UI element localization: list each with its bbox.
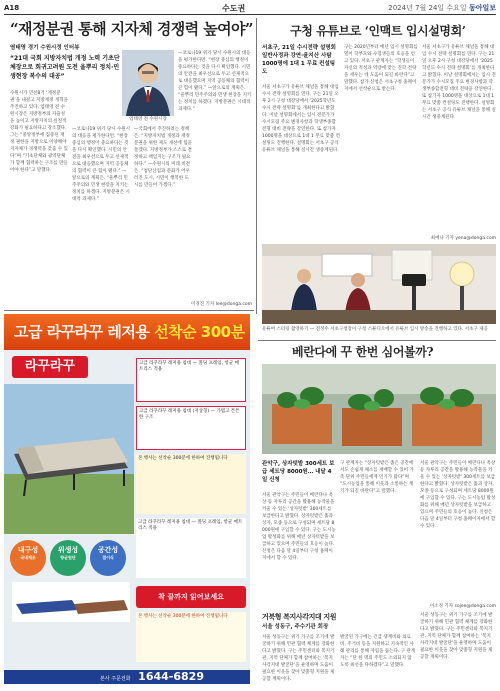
badge-space: 공간성 접이식 [90,540,126,576]
bottom-body-3: 서울 성동구는 위기 가구를 조기에 발굴하기 위해 민관 협력 체계를 강화한다고 밝혔다. 구는 주민센터와 복지기관, 지역 단체가 함께 참여하는 ‘복지 사각지대 발굴단’을 운영하며 도움이 필요한 이웃을 찾아 맞춤형 지원을 제공할 계획이다. [420,613,493,660]
garden-article-byline: 이소정 기자 sojee@donga.com [429,604,496,609]
ad-details: 고급 라꾸라꾸 레저용 침대 — 폴딩 프레임, 항균 매트리스 적용 [136,518,246,578]
ad-banner: 고급 라꾸라꾸 레저용 선착순 300분 [4,314,250,350]
left-body-4: —코로나19 위기 당시 수원시의 대응을 평가한다면. “현장 중심의 행정이 중요하다는 것을 다시 확인했다. 시민의 안전을 최우선으로 두고 선제적으로 대응했으며 지역 공동체의 협력이 큰 힘이 됐다.” —앞으로의 계획은. “울뿌리 민주주의와 민생 현장을 지키는 정치를 하겠다. 지방분권은 시대적 과제다.” [178,51,252,112]
garden-body-3: 서울 관악구는 주민들이 베란다나 옥상 등 자투리 공간을 활용해 농작물을 키울 수 있는 ‘상자텃밭’ 300세트를 보급한다고 밝혔다. 상자텃밭은 흙과 상자, 모종 등으로 구성되며 세트당 8000원에 구입할 수 있다. 구는 도시농업 활성화를 위해 매년 상자텃밭을 보급하고 있으며 주민들의 호응이 높다. 신청은 다음 달 4일부터 구청 홈페이지에서 할 수 있다. [420,461,496,529]
left-byline: 염태영 경기 수원시정 인터뷰 [10,45,80,51]
person-photo-icon [122,50,174,116]
left-article-byline: 이경진 기자 lee@donga.com [191,302,252,307]
left-body-2: —코로나19 위기 당시 수원시의 대응을 평가한다면. “현장 중심의 행정이 중요하다는 것을 다시 확인했다. 시민의 안전을 최우선으로 두고 선제적으로 대응했으며 지역 공동체의 협력이 큰 힘이 됐다.” —앞으로의 계획은. “울뿌리 민주주의와 민생 현장을 지키는 정치를 하겠다. 지방분권은 시대적 과제다.” [72,127,130,202]
bottom-body-1: 서울 성동구는 위기 가구를 조기에 발굴하기 위해 민관 협력 체계를 강화한다고 밝혔다. 구는 주민센터와 복지기관, 지역 단체가 함께 참여하는 ‘복지 사각지대 발굴단’을 운영하며 도움이 필요한 이웃을 찾아 맞춤형 지원을 제공할 계획이다. [262,635,335,682]
right-article-byline: 최예나 기자 yena@donga.com [430,236,496,241]
bed-product-icon [12,582,130,622]
garden-subhead: 관악구, 상자텃밭 300세트 보급 세트당 8000원… 내달 4일 신청 [262,461,335,483]
ad-product-box-2: 고급 라꾸라꾸 레저용 침대 (저상형) — 가볍고 튼튼한 구조 [136,406,246,450]
right-body-2: 구는 2020년부터 매년 입시 설명회를 열어 학부모와 수험생들의 호응을 얻고 있다. 서초구 관계자는 “학생들이 자신의 적성과 역량에 맞는 진학 전략을 세우는 데 도움이 되길 바란다”고 말했다. 참가 신청은 서초구청 홈페이지에서 선착순으로 받는다. [344,45,418,92]
ad-banner-highlight: 선착순 300분 [154,323,245,341]
header-date: 2024년 7월 24일 수요일 동아일보 [388,4,496,12]
bottom-subhead: 서울 성동구, 주수기관 회장 [262,624,329,630]
studio-photo-caption: 유튜버 스터링 촬영하기 — 전성수 서초구청장이 구청 스튜디오에서 유튜브 입시 방송을 진행하고 있다. 서초구 제공 [262,327,488,332]
youtube-studio-icon [262,244,496,324]
ad-note: 본 행사는 선착순 300분에 한하여 진행됩니다 [136,454,246,514]
right-divider [258,340,496,341]
right-body-1: 서울 서초구가 유튜브 채널을 통해 대입 수시 전략 설명회를 연다. 구는 21일 오후 2시 구청 대강당에서 ‘2025학년도 수시 전략 설명회’를 개최한다고 밝혔다. 이날 설명회에서는 입시 전문가가 수시모집 주요 변경사항과 학생부종합전형 대비 전략을 강연한다. 또 참가자 1000명을 대상으로 1대 1 무료 맞춤 컨설팅도 진행한다. 설명회는 서초구 공식 유튜브 채널을 통해 실시간 생중계된다. [262,85,340,153]
vegetable-garden-icon [262,364,496,454]
phone-number[interactable]: 1644-6829 [138,670,204,683]
garden-body-1: 서울 관악구는 주민들이 베란다나 옥상 등 자투리 공간을 활용해 농작물을 키울 수 있는 ‘상자텃밭’ 300세트를 보급한다고 밝혔다. 상자텃밭은 흙과 상자, 모종 등으로 구성되며 세트당 8000원에 구입할 수 있다. 구는 도시농업 활성화를 위해 매년 상자텃밭을 보급하고 있으며 주민들의 호응이 높다. 신청은 다음 달 4일부터 구청 홈페이지에서 할 수 있다. [262,493,336,561]
left-headline: “재정분권 통해 지자체 경쟁력 높여야” [10,20,253,38]
column-divider [256,18,257,314]
studio-photo [262,244,496,324]
right-headline: 구청 유튜브로 ‘인맥트 입시설명회’ [290,24,466,38]
right-subhead: 서초구, 21일 수시전략 설명회 일반사정과 강연·윤지산 사탐 1000명에 1대 1 무료 컨설팅도 [262,45,336,75]
phone-label: 본사 주문전화 [100,676,131,682]
bottom-body-2: 발굴된 가구에는 긴급 생계비와 의료비, 주거비 등을 지원하고 지속적인 사례 관리를 통해 자립을 돕는다. 구 관계자는 “단 한 명의 주민도 소외되지 않도록 최선을 다하겠다”고 말했다. [340,635,416,668]
right-body-3: 서울 서초구가 유튜브 채널을 통해 대입 수시 전략 설명회를 연다. 구는 21일 오후 2시 구청 대강당에서 ‘2025학년도 수시 전략 설명회’를 개최한다고 밝혔다. 이날 설명회에서는 입시 전문가가 수시모집 주요 변경사항과 학생부종합전형 대비 전략을 강연한다. 또 참가자 1000명을 대상으로 1대 1 무료 맞춤 컨설팅도 진행한다. 설명회는 서초구 공식 유튜브 채널을 통해 실시간 생중계된다. [422,45,496,120]
section-divider [4,310,254,311]
ad-logo: 라꾸라꾸 [12,356,88,378]
ad-note-2: 본 행사는 선착순 300분에 한하여 진행됩니다 [136,612,246,662]
section-name: 수도권 [222,4,246,13]
ad-phone-bar [4,670,250,684]
garden-photo [262,364,496,454]
badge-durability: 내구성 국내제조 [10,540,46,576]
left-subhead: “21대 국회 지방자치법 개정 노력 기초단체장으로 회귀고려원 도전 울뿌리 정치·민생현장 복수의 대공” [10,55,120,80]
garden-headline: 베란다에 꾸 한번 심어볼까? [292,345,434,359]
interview-photo [122,50,174,116]
ad-body [4,350,250,684]
page-number: A18 [4,4,20,12]
ad-product-box-1: 고급 라꾸라꾸 레저용 침대 — 폴딩 프레임, 항균 매트리스 적용 [136,358,246,402]
interview-photo-caption: 염태영 전 수원시장 [129,117,167,122]
bottom-headline: 거북형 복지사각지대 지원 [262,612,337,621]
left-body-3: —국회에서 추진하려는 정책은. “지방자치법 개정과 재정분권을 위한 제도 개선에 힘을 쏟겠다. 지방정부가 스스로 결정하고 책임지는 구조가 필요하다.” —수원시의 미래 비전은. “첨단산업과 문화가 어우러진 도시, 시민이 행복한 도시를 만들어 가겠다.” [134,127,192,188]
page-header [4,3,496,15]
ad-cta-button[interactable]: 착 끝까지 읽어보세요 [136,586,246,608]
garden-body-2: 구 관계자는 “상자텃밭은 좁은 공간에서도 손쉽게 채소를 재배할 수 있어 가족 단위 주민들에게 인기가 많다”며 “도시농업을 통해 이웃과 소통하는 계기가 되길 바란다”고 말했다. [340,461,414,494]
folding-bed-icon [4,384,134,534]
left-body-1: 수원시가 민선8기 ‘재정분권’을 내걸고 지방재정 개혁을 추진하고 있다. 염태영 전 수원시장은 지방정부의 자율성을 높이고 지방자치의 실질적 강화가 필요하다고 강조했다. 그는 “중앙정부에 집중된 재정 권한을 지방으로 이양해야 지자체가 경쟁력을 갖출 수 있다”며 “기초단체와 광역단체가 함께 협력하는 구조를 만들어야 한다”고 말했다. [10,91,68,173]
paper-name: 동아일보 [468,4,496,12]
badge-hygiene: 위생성 항균원단 [50,540,86,576]
